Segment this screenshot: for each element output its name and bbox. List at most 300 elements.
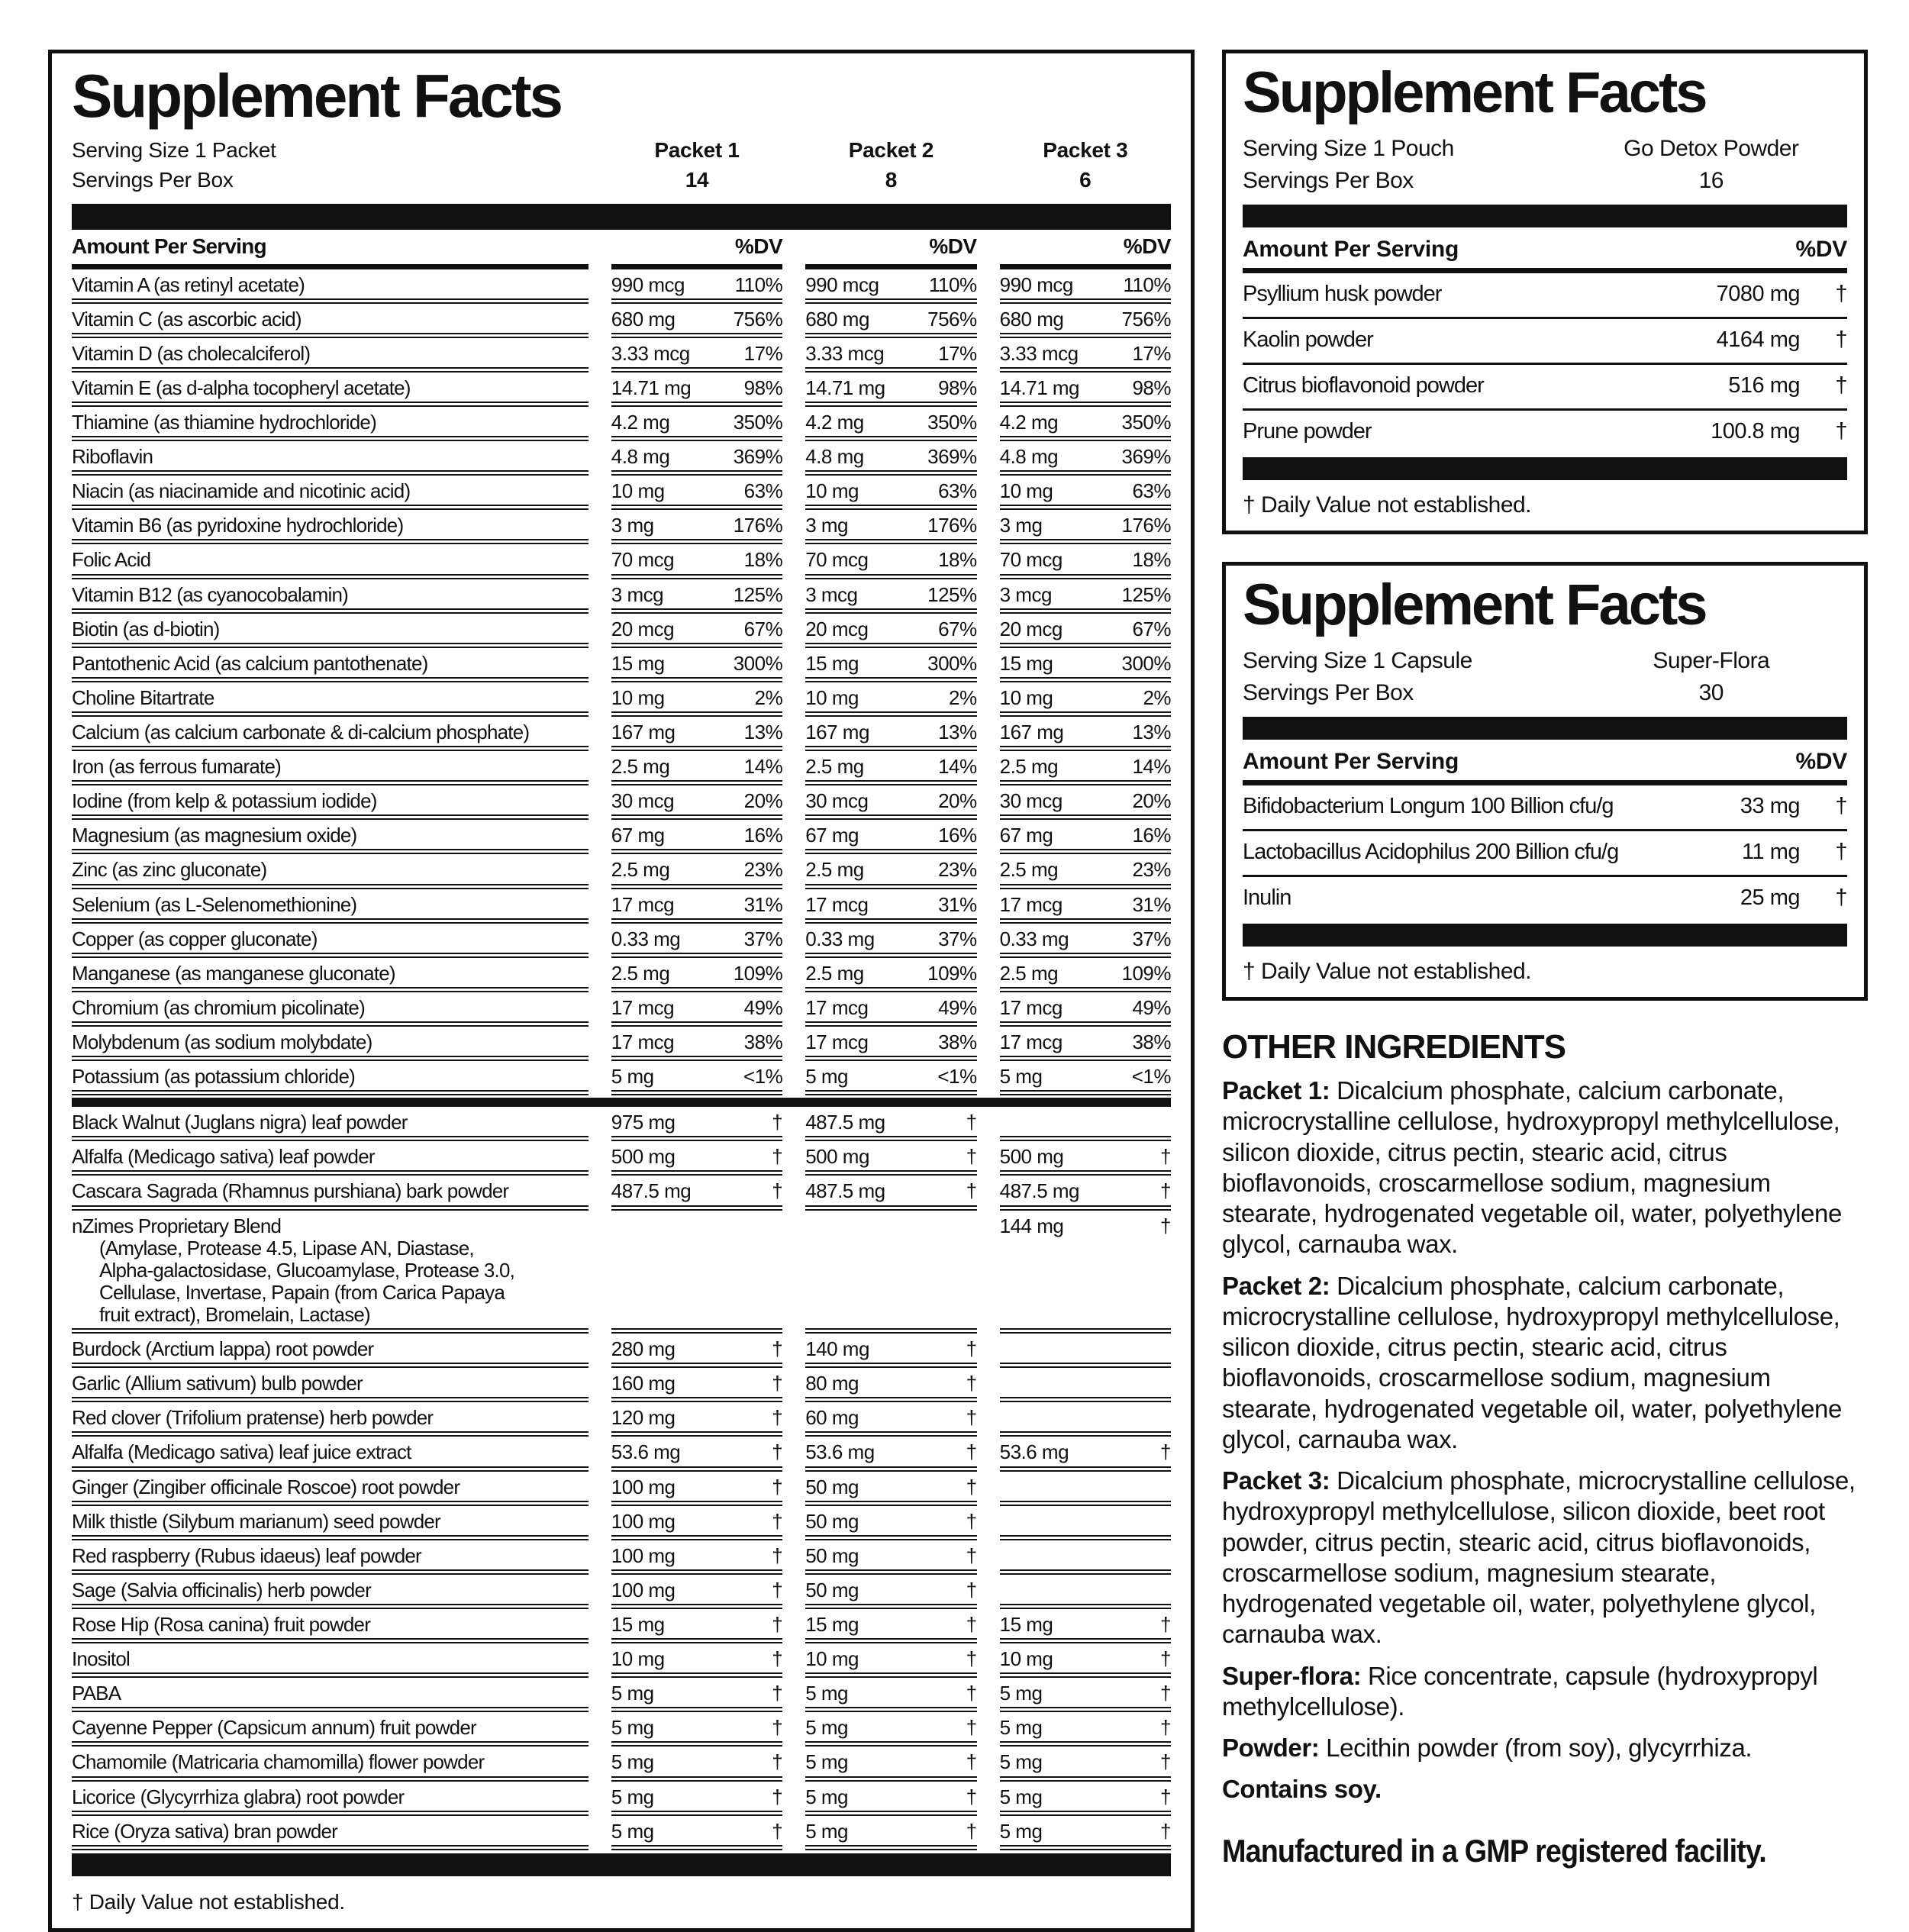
packet-values <box>805 373 976 407</box>
packet-values <box>805 441 976 476</box>
ingredient-name: Psyllium husk powder <box>1243 282 1442 306</box>
packet-values <box>1000 1782 1171 1816</box>
dv-value: † <box>1835 419 1847 443</box>
dv-value: 176% <box>927 514 977 537</box>
table-row <box>72 373 1171 407</box>
packet-values <box>1000 854 1171 889</box>
packet-values <box>611 1107 782 1141</box>
amount-value: 30 mcg <box>805 789 869 813</box>
ingredient-name: Lactobacillus Acidophilus 200 Billion cfu/g <box>1243 840 1619 864</box>
amount-value: 990 mcg <box>611 273 685 296</box>
dv-value: 31% <box>743 892 783 916</box>
amount-value: 50 mg <box>805 1578 859 1601</box>
packet-values <box>611 751 782 785</box>
amount-value: 5 mg <box>805 1750 849 1774</box>
ingredient-name: Pantothenic Acid (as calcium pantothenate) <box>72 648 589 682</box>
dv-value: † <box>966 1509 977 1533</box>
amount-value: 5 mg <box>999 1785 1043 1808</box>
dv-value: † <box>1160 1440 1172 1464</box>
packet-values <box>1000 1712 1171 1747</box>
ingredient-name: Niacin (as niacinamide and nicotinic acid) <box>72 476 589 510</box>
packet-values <box>611 476 782 510</box>
ingredient-name: Vitamin B12 (as cyanocobalamin) <box>72 579 589 614</box>
amount-value: 20 mcg <box>999 617 1063 640</box>
packet-values <box>611 648 782 682</box>
ingredient-table <box>72 269 1171 1850</box>
dv-value: † <box>1160 1214 1172 1237</box>
ingredient-name: nZimes Proprietary Blend (Amylase, Protease 4.5, Lipase AN, Diastase, Alpha-galactosidase, Glucoamylase, Protease 3.0, Cellulase, Invertase, Papain (from Carica Papaya fruit extract), Bromelain, Lactase) <box>72 1211 589 1334</box>
ingredient-name: Magnesium (as magnesium oxide) <box>72 820 589 854</box>
packet-values <box>611 1027 782 1061</box>
amount-value: 4.2 mg <box>999 411 1059 434</box>
serving-values <box>1575 133 1847 197</box>
dv-value: 23% <box>743 858 783 882</box>
packet-values <box>611 1643 782 1678</box>
amount-value: 17 mcg <box>805 892 869 916</box>
amount-value: 4.8 mg <box>611 445 670 469</box>
table-row <box>72 1472 1171 1506</box>
amount-value: 487.5 mg <box>999 1179 1080 1203</box>
separator-bar <box>1243 717 1847 740</box>
amount-value: 33 mg <box>1740 794 1800 818</box>
table-row <box>72 1368 1171 1402</box>
paragraph-label: Contains soy. <box>1222 1775 1382 1804</box>
dv-value: 16% <box>938 824 977 847</box>
packet-values <box>1000 1540 1171 1575</box>
amount-value: 144 mg <box>999 1214 1064 1237</box>
ingredient-name: Chamomile (Matricaria chamomilla) flower powder <box>72 1747 589 1781</box>
table-row <box>72 1540 1171 1575</box>
dv-value: 369% <box>927 445 977 469</box>
amount-value: 4.2 mg <box>805 411 864 434</box>
packet-values <box>1000 648 1171 682</box>
packet-values <box>1000 751 1171 785</box>
separator-bar <box>1243 205 1847 227</box>
amount-value: 3 mcg <box>611 582 664 606</box>
packet-values <box>1000 1437 1171 1471</box>
amount-value: 60 mg <box>805 1406 859 1430</box>
amount-value: 5 mg <box>611 1716 654 1740</box>
packet-values <box>805 1211 976 1334</box>
ingredient-name: Manganese (as manganese gluconate) <box>72 958 589 992</box>
packet-values <box>611 1712 782 1747</box>
dv-value: † <box>772 1543 783 1567</box>
packet-values <box>1000 1211 1171 1334</box>
amount-value: 4.8 mg <box>805 445 864 469</box>
dv-value: 38% <box>743 1031 783 1054</box>
table-row <box>1243 785 1847 831</box>
packet-values <box>805 1678 976 1712</box>
ingredient-name: Rice (Oryza sativa) bran powder <box>72 1816 589 1850</box>
ingredient-name: Riboflavin <box>72 441 589 476</box>
amount-value: 5 mg <box>611 1682 654 1705</box>
packet-values <box>611 1368 782 1402</box>
amount-value: 50 mg <box>805 1509 859 1533</box>
dv-value: † <box>1835 794 1847 818</box>
supplement-facts-panel-packets <box>48 50 1195 1932</box>
amount-value: 10 mg <box>999 685 1053 709</box>
table-row <box>72 1211 1171 1334</box>
packet-values <box>805 1061 976 1095</box>
dv-value: † <box>1835 885 1847 910</box>
table-row <box>72 820 1171 854</box>
dv-value: 23% <box>938 858 977 882</box>
dv-value: 20% <box>743 789 783 813</box>
serving-labels <box>72 136 589 195</box>
dv-value: † <box>1160 1785 1172 1808</box>
packet-values <box>1000 958 1171 992</box>
amount-value: 15 mg <box>805 651 859 675</box>
packet-values <box>611 1575 782 1609</box>
dv-value: 16% <box>743 824 783 847</box>
amount-value: 5 mg <box>805 1785 849 1808</box>
amount-value: 167 mg <box>999 721 1064 744</box>
ingredient-name: Black Walnut (Juglans nigra) leaf powder <box>72 1107 589 1141</box>
amount-value: 10 mg <box>999 1647 1053 1671</box>
ingredient-paragraph: Powder: Lecithin powder (from soy), glycyrrhiza. <box>1222 1734 1753 1762</box>
dv-value: 2% <box>754 685 783 709</box>
serving-info <box>1243 645 1847 709</box>
amount-value: 167 mg <box>611 721 676 744</box>
dv-value: † <box>772 1179 783 1203</box>
packet-values <box>1000 1027 1171 1061</box>
amount-value: 10 mg <box>611 1647 665 1671</box>
amount-value: 14.71 mg <box>805 376 885 399</box>
packet-1-label: Packet 1 <box>654 138 740 162</box>
dv-value: † <box>772 1111 783 1134</box>
amount-value: 10 mg <box>999 479 1053 503</box>
amount-value: 53.6 mg <box>999 1440 1069 1464</box>
servings-per-box-label: Servings Per Box <box>1243 168 1414 193</box>
dv-value: 98% <box>743 376 783 399</box>
dv-value: 16% <box>1132 824 1172 847</box>
packet-values <box>611 1816 782 1850</box>
amount-value: 25 mg <box>1740 885 1800 910</box>
amount-value: 5 mg <box>999 1716 1043 1740</box>
ingredient-table <box>1243 785 1847 921</box>
amount-value: 5 mg <box>999 1682 1043 1705</box>
amount-per-serving-header: Amount Per Serving <box>1243 749 1459 774</box>
ingredient-name: Alfalfa (Medicago sativa) leaf powder <box>72 1141 589 1176</box>
paragraph-label: Packet 1: <box>1222 1076 1330 1105</box>
packet-3-servings: 6 <box>1079 167 1092 192</box>
servings-value: 16 <box>1698 168 1724 193</box>
amount-value: 17 mcg <box>999 995 1063 1019</box>
dv-value: 125% <box>927 582 977 606</box>
dv-value: † <box>966 1578 977 1601</box>
amount-value: 3 mg <box>805 514 849 537</box>
paragraph-label: Packet 2: <box>1222 1271 1330 1300</box>
packet-values <box>805 1609 976 1643</box>
packet-values <box>1000 1506 1171 1540</box>
amount-value: 2.5 mg <box>805 858 864 882</box>
amount-value: 516 mg <box>1728 373 1800 398</box>
dv-value: † <box>966 1111 977 1134</box>
serving-labels <box>1243 645 1575 709</box>
table-row <box>72 1575 1171 1609</box>
amount-value: 990 mcg <box>805 273 879 296</box>
packet-values <box>1000 1678 1171 1712</box>
amount-value: 5 mg <box>611 1750 654 1774</box>
amount-value: 50 mg <box>805 1475 859 1498</box>
dv-value: 14% <box>938 755 977 779</box>
packet-values <box>611 958 782 992</box>
packet-values <box>1000 269 1171 304</box>
panel-title: Supplement Facts <box>1243 60 1706 125</box>
packet-values <box>611 1540 782 1575</box>
amount-value: 5 mg <box>999 1065 1043 1089</box>
dv-value: 67% <box>938 617 977 640</box>
packet-values <box>611 1176 782 1210</box>
ingredient-name: Vitamin B6 (as pyridoxine hydrochloride) <box>72 510 589 544</box>
packet-values <box>611 717 782 751</box>
packet-1-header <box>611 136 782 195</box>
amount-value: 15 mg <box>805 1612 859 1636</box>
packet-values <box>805 1816 976 1850</box>
amount-value: 10 mg <box>805 1647 859 1671</box>
amount-value: 17 mcg <box>611 892 675 916</box>
table-row <box>72 958 1171 992</box>
table-row <box>72 924 1171 958</box>
amount-value: 14.71 mg <box>999 376 1080 399</box>
dv-value: 31% <box>938 892 977 916</box>
dv-value: 37% <box>1132 927 1172 950</box>
dv-value: † <box>1160 1682 1172 1705</box>
ingredient-name: Choline Bitartrate <box>72 682 589 717</box>
amount-value: 3 mg <box>611 514 654 537</box>
amount-per-serving-header: Amount Per Serving <box>72 230 589 269</box>
table-row <box>72 1678 1171 1712</box>
table-row <box>72 992 1171 1027</box>
panel-title: Supplement Facts <box>72 62 562 130</box>
amount-value: 10 mg <box>805 685 859 709</box>
ingredient-paragraph: Packet 1: Dicalcium phosphate, calcium carbonate, microcrystalline cellulose, hydroxypropyl methylcellulose, silicon dioxide, citrus pectin, stearic acid, citrus bioflavonoids, croscarmellose sodium, magnesium stearate, hydrogenated vegetable oil, water, polyethylene glycol, carnauba wax. <box>1222 1076 1842 1259</box>
dv-value: 176% <box>1121 514 1172 537</box>
dv-value: † <box>772 1440 783 1464</box>
packet-values <box>611 1747 782 1781</box>
amount-value: 680 mg <box>611 307 676 331</box>
dv-value: 63% <box>938 479 977 503</box>
table-header-row <box>1243 740 1847 785</box>
ingredient-name: Thiamine (as thiamine hydrochloride) <box>72 407 589 441</box>
dv-value: 300% <box>1121 651 1172 675</box>
dv-value: 756% <box>733 307 783 331</box>
packet-values <box>805 304 976 338</box>
packet-values <box>805 476 976 510</box>
dv-value: 38% <box>938 1031 977 1054</box>
dv-value: † <box>1835 327 1847 352</box>
amount-value: 17 mcg <box>611 1031 675 1054</box>
table-row <box>72 1609 1171 1643</box>
packet-values <box>1000 820 1171 854</box>
ingredient-name: Cayenne Pepper (Capsicum annum) fruit powder <box>72 1712 589 1747</box>
amount-value: 14.71 mg <box>611 376 692 399</box>
amount-value: 487.5 mg <box>611 1179 692 1203</box>
ingredient-paragraph: Super-flora: Rice concentrate, capsule (hydroxypropyl methylcellulose). <box>1222 1661 1818 1721</box>
other-ingredients-heading: OTHER INGREDIENTS <box>1222 1028 1566 1066</box>
ingredient-name: Kaolin powder <box>1243 327 1373 352</box>
table-row <box>72 1107 1171 1141</box>
amount-value: 4164 mg <box>1716 327 1800 352</box>
table-row <box>72 1176 1171 1210</box>
packet-values <box>805 924 976 958</box>
ingredient-name: Iron (as ferrous fumarate) <box>72 751 589 785</box>
ingredient-name: Biotin (as d-biotin) <box>72 614 589 648</box>
table-row <box>72 1816 1171 1850</box>
dv-value: † <box>772 1750 783 1774</box>
dv-header-packet-2: %DV <box>805 230 976 269</box>
packet-values <box>611 579 782 614</box>
amount-value: 100 mg <box>611 1578 676 1601</box>
dv-value: <1% <box>937 1065 977 1089</box>
table-row <box>1243 365 1847 411</box>
amount-value: 3.33 mcg <box>805 341 885 365</box>
packet-values <box>805 1334 976 1368</box>
dv-value: 20% <box>938 789 977 813</box>
packet-values <box>1000 1402 1171 1437</box>
dv-value: 31% <box>1132 892 1172 916</box>
table-row <box>72 338 1171 373</box>
ingredient-name: Zinc (as zinc gluconate) <box>72 854 589 889</box>
packet-values <box>611 1402 782 1437</box>
packet-values <box>1000 407 1171 441</box>
ingredient-name: Alfalfa (Medicago sativa) leaf juice extract <box>72 1437 589 1471</box>
packet-values <box>1000 1061 1171 1095</box>
dv-value: † <box>772 1475 783 1498</box>
dv-value: 369% <box>1121 445 1172 469</box>
dv-value: 350% <box>733 411 783 434</box>
packet-values <box>1000 1609 1171 1643</box>
dv-value: 14% <box>743 755 783 779</box>
packet-3-label: Packet 3 <box>1043 138 1128 162</box>
dv-value: 109% <box>927 961 977 985</box>
amount-value: 2.5 mg <box>611 858 670 882</box>
packet-values <box>805 785 976 820</box>
table-header-row <box>1243 227 1847 273</box>
packet-values <box>805 1506 976 1540</box>
other-ingredients-section <box>1222 1028 1868 1816</box>
amount-value: 20 mcg <box>805 617 869 640</box>
ingredient-name: Inulin <box>1243 885 1291 910</box>
amount-value: 5 mg <box>999 1750 1043 1774</box>
packet-values <box>1000 441 1171 476</box>
packet-values <box>1000 1334 1171 1368</box>
packet-values <box>805 1027 976 1061</box>
packet-values <box>805 889 976 924</box>
amount-value: 70 mcg <box>611 548 675 572</box>
dv-value: 125% <box>1121 582 1172 606</box>
amount-value: 67 mg <box>805 824 859 847</box>
dv-value: 20% <box>1132 789 1172 813</box>
amount-value: 5 mg <box>805 1819 849 1843</box>
ingredient-name: Inositol <box>72 1643 589 1678</box>
ingredient-table <box>1243 273 1847 454</box>
packet-values <box>1000 304 1171 338</box>
serving-size-label: Serving Size 1 Pouch <box>1243 136 1454 161</box>
ingredient-name: Milk thistle (Silybum marianum) seed powder <box>72 1506 589 1540</box>
dv-header-packet-1: %DV <box>611 230 782 269</box>
amount-value: 2.5 mg <box>805 755 864 779</box>
amount-value: 17 mcg <box>611 995 675 1019</box>
amount-value: 70 mcg <box>805 548 869 572</box>
packet-values <box>1000 682 1171 717</box>
serving-size-label: Serving Size 1 Packet <box>72 138 276 162</box>
dv-value: 300% <box>927 651 977 675</box>
ingredient-name: Citrus bioflavonoid powder <box>1243 373 1484 398</box>
dv-value: † <box>966 1372 977 1395</box>
packet-values <box>611 544 782 579</box>
packet-values <box>611 441 782 476</box>
dv-footnote: † Daily Value not established. <box>1243 959 1532 984</box>
dv-value: † <box>966 1785 977 1808</box>
table-row <box>72 648 1171 682</box>
table-row <box>72 1334 1171 1368</box>
servings-value: 30 <box>1698 680 1724 705</box>
packet-values <box>611 1678 782 1712</box>
dv-value: † <box>966 1475 977 1498</box>
amount-value: 5 mg <box>611 1819 654 1843</box>
table-row <box>1243 411 1847 454</box>
dv-value: 176% <box>733 514 783 537</box>
packet-values <box>805 648 976 682</box>
dv-value: † <box>966 1819 977 1843</box>
amount-value: 487.5 mg <box>805 1111 885 1134</box>
packet-values <box>611 924 782 958</box>
dv-value: 350% <box>927 411 977 434</box>
dv-value: 18% <box>743 548 783 572</box>
amount-value: 3.33 mcg <box>999 341 1079 365</box>
dv-value: 63% <box>1132 479 1172 503</box>
serving-size-label: Serving Size 1 Capsule <box>1243 648 1472 673</box>
table-row <box>1243 319 1847 365</box>
amount-value: 2.5 mg <box>611 961 670 985</box>
ingredient-name: Rose Hip (Rosa canina) fruit powder <box>72 1609 589 1643</box>
packet-values <box>1000 1107 1171 1141</box>
amount-value: 3 mg <box>999 514 1043 537</box>
packet-values <box>611 682 782 717</box>
packet-values <box>611 338 782 373</box>
dv-value: † <box>966 1716 977 1740</box>
ingredient-name: PABA <box>72 1678 589 1712</box>
dv-value: † <box>772 1819 783 1843</box>
packet-values <box>611 1061 782 1095</box>
amount-value: 140 mg <box>805 1337 869 1361</box>
packet-values <box>805 1368 976 1402</box>
dv-value: 63% <box>743 479 783 503</box>
dv-value: 37% <box>938 927 977 950</box>
dv-value: 23% <box>1132 858 1172 882</box>
table-row <box>72 1747 1171 1781</box>
amount-value: 120 mg <box>611 1406 676 1430</box>
dv-value: † <box>772 1337 783 1361</box>
packet-values <box>611 407 782 441</box>
amount-value: 5 mg <box>805 1065 849 1089</box>
amount-value: 15 mg <box>999 1612 1053 1636</box>
table-row <box>72 1643 1171 1678</box>
dv-header-packet-3: %DV <box>1000 230 1171 269</box>
amount-value: 17 mcg <box>999 892 1063 916</box>
ingredient-name: Licorice (Glycyrrhiza glabra) root powder <box>72 1782 589 1816</box>
dv-value: 110% <box>1123 273 1172 296</box>
packet-values <box>611 269 782 304</box>
packet-values <box>805 1643 976 1678</box>
dv-value: 67% <box>743 617 783 640</box>
panel-title: Supplement Facts <box>1243 573 1706 637</box>
packet-values <box>805 1472 976 1506</box>
table-row <box>72 682 1171 717</box>
dv-value: 756% <box>927 307 977 331</box>
ingredient-name: Prune powder <box>1243 419 1372 443</box>
